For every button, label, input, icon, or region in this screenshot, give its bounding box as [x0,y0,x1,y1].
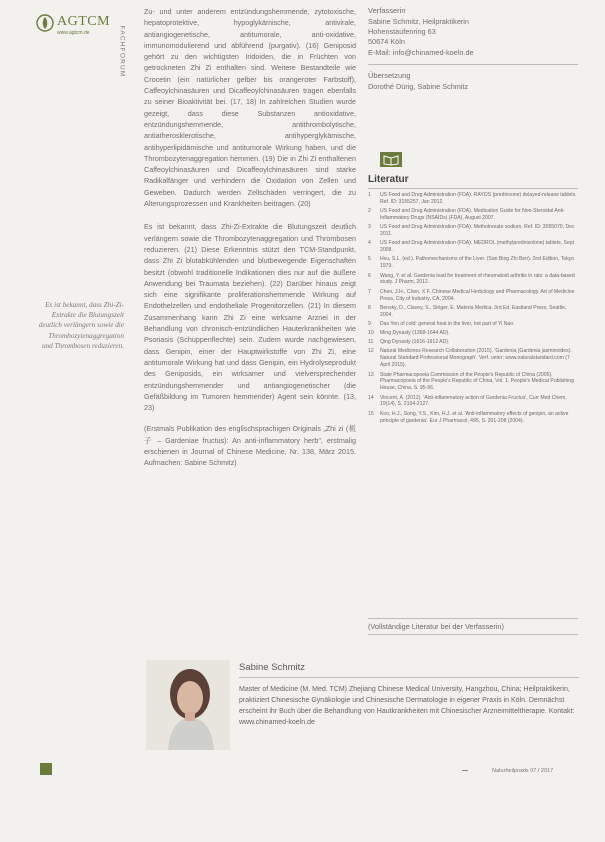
section-label-text: FACHFORUM [118,25,126,78]
author-photo [146,660,230,750]
logo-symbol-icon [36,14,54,32]
reference-item [368,411,578,425]
reference-text: Vincent, A. (2012). 'Anti-inflammatory action of Gardenia Fructus', Curr Med Chem, 19(14), S. 2104-2127. [380,394,567,408]
reference-text: Chen, J.H., Chen, X.F. Chinese Medical Herbology and Pharmacology. Art of Medicine Press, City of Industry, CA, 2004. [380,288,575,302]
reference-text: Qing Dynasty (1616-1912 AD). [380,339,450,346]
reference-text: Wang, Y. et al. Gardenia lead for treatment of rheumatoid arthritis in rats: a data-based study. J Pharm, 2012. [380,272,575,286]
reference-item [368,321,578,328]
reference-text: State Pharmacopoeia Commission of the People's Republic of China (2005). Pharmacopoeia of the People's Republic of China, Vol. 1. People's Medical Publishing House, China, S. 95-96. [380,371,574,392]
reference-number: 4 [368,240,371,247]
reference-item [368,395,578,409]
reference-number: 5 [368,256,371,263]
reference-text: Natural Medicines Research Collaboration (2015). 'Gardenia (Gardenia jasminoides). Natural Standard Professional Monograph'. Verf. unter: www.naturalstandard.com (7 April 2015). [380,348,572,369]
contact-line: Hohenstaufenring 63 [368,26,436,36]
article-note: (Erstmals Publikation des englischsprachigen Originals „Zhi zi (栀子 – Gardeniae fructus): An anti-inflammatory herb", erstmalig erschienen in Journal of Chinese Medicine, Nr. 138, März 2015. Aufmachen: Sabine Schmitz) [144,424,356,468]
translation-label: Übersetzung [368,71,411,81]
contact-line: Sabine Schmitz, Heilpraktikerin [368,16,469,26]
reference-text: Ming Dynasty (1368-1644 AD). [380,330,450,337]
author-label: Verfasserin [368,6,406,15]
author-name: Sabine Schmitz [239,662,306,673]
reference-item [368,208,578,222]
author-portrait-icon [146,660,230,750]
reference-number: 10 [368,330,374,337]
reference-text: US Food and Drug Administration (FDA). MEDROL (methylprednisolone) tablets, Sept 2008. [380,240,575,254]
pull-quote: Es ist bekannt, dass Zhi-Zi-Extrakte die Blutungszeit deutlich verlängern sowie die Thrombozytenaggregation und Thrombosen reduzieren. [38,301,124,350]
section-label [118,18,136,88]
reference-text: Koo, H.J., Song, Y.S., Kim, H.J. et al. 'Anti-inflammatory effects of genipin, an active principle of gardenia'. Eur J Pharmacol, 495, S. 201-208 (2004). [380,410,569,424]
reference-item [368,192,578,206]
reference-number: 1 [368,192,371,198]
reference-number: 6 [368,272,371,279]
footer-dash [462,770,468,771]
reference-number: 15 [368,410,374,417]
literature-badge-icon [380,152,402,167]
divider [368,64,578,65]
reference-item [368,224,578,238]
reference-text: US Food and Drug Administration (FDA). Methotrexate sodium. Ref. ID: 3055070, Dec 2011. [380,224,575,238]
divider [239,677,579,678]
reference-number: 12 [368,348,374,355]
reference-item [368,240,578,254]
reference-item [368,339,578,346]
article-paragraph: Es ist bekannt, dass Zhi-Zi-Extrakte die Blutungszeit deutlich verlängern sowie die Thrombozytenaggregation und Thrombosen reduzieren. (21) Diese Erkenntnis stützt den TCM-Standpunkt, dass Zhi Zi blutabkühlenden und blutbewegende Eigenschaften besitzt (obwohl traditionelle Indikationen dies nur auf die äußere Anwendung bei Traumata beziehen). (22) Darüber hinaus zeigt sich eine signifikante proliferationshemmende Wirkung auf Endothelzellen und endotheliale Progenitorzellen. (21) In diesem Zusammenhang kann Zhi Zi eine wirksame Arznei in der Behandlung von chronisch-entzündlichen Hauterkrankheiten wie Psoriasis (Schuppenflechte) sein. Zudem wurde nachgewiesen, dass Genipin, einer der Hauptwirkstoffe von Zhi Zi, eine antitumorale Wirkung hat und dass Genipin, ein Hydrolyseprodukt des Geniposids, ein wirksamer und vielversprechender entzündungshemmender und antiangiogenetischer (die Gefäßbildung im Tumoren hemmender) Agent sein könnte. (13, 23) [144,222,356,413]
contact-email[interactable]: E-Mail: info@chinamed-koeln.de [368,47,474,57]
reference-number: 2 [368,208,371,215]
reference-text: Hsu, S.L. (ed.). Pathomechanisms of the Liver. (San Bing Zhi Ben). 2nd Edition, Tokyo 1979. [380,256,575,270]
reference-item [368,348,578,369]
sidebar-column [368,6,578,631]
reference-text: US Food and Drug Administration (FDA). RAYOS (prednisone) delayed-release tablets. Ref. ID: 3155257, Jan 2012. [380,192,577,205]
author-bio: Master of Medicine (M. Med. TCM) Zhejiang Chinese Medical University, Hangzhou, China; Heilpraktikerin, praktiziert Chinesische Gynäkologie und Chinesische Dermatologie in eigener Praxis in Köln. Demnächst erscheint ihr Buch über die Behandlung von Hautkrankheiten mit Chinesischer Arzneimitteltherapie. Kontakt: www.chinamed-koeln.de [239,686,575,726]
reference-list [368,192,578,427]
reference-number: 3 [368,224,371,231]
reference-number: 13 [368,371,374,378]
reference-number: 11 [368,339,374,346]
logo-url: www.agtcm.de [57,30,90,36]
page-marker-icon [40,763,52,775]
reference-item [368,330,578,337]
reference-text: Bensky, D., Clavey, S., Stöger, E. Materia Medica. 3rd Ed. Eastland Press, Seattle, 2004. [380,304,567,318]
full-literature-note [368,618,578,635]
full-literature-text: (Vollständige Literatur bei der Verfasserin) [368,618,578,635]
translation-names: Dorothé Dürig, Sabine Schmitz [368,81,469,91]
article-paragraph: Zu- und unter anderem entzündungshemmende, zytotoxische, hepatoprotektive, hypoglykämische, antivirale, antiangiogenetische, antitumorale, anti-oxidative, immunomodulierend und abführend (purgativ). (16) Geniposid gehört zu den wichtigsten Iridoiden, die in Früchten von getrockneten Zhi Zi enthalten sind. Weitere Bestandteile wie Crocetin (ein natürlicher gelber bis orangeroter Farbstoff), Caffeoylchinasäuren und Dicaffeoylchinasäuren tragen ebenfalls zu seiner Bioaktivität bei. (17, 18) In zahlreichen Studien wurde gezeigt, dass diese Substanzen antioxidative, entzündungshemmende, antithrombolytische, antiatherosklerotische, antihyperglykämische, antihyperlipidämische und antitumorale Wirkung haben, und die Thrombozytenaggregation hemmen. (19) Die in Zhi Zi enthaltenen Caffeoylchinasäuren und Dicaffeoylchinasäuren sind starke Radikalfänger und verhindern die Oxidation von Zellen und Geweben. Dadurch werden Zellschäden verringert, die zu Alterungsprozessen und Krankheiten beitragen. (20) [144,7,356,209]
reference-number: 8 [368,304,371,311]
reference-item [368,289,578,303]
contact-line: 50674 Köln [368,37,405,47]
literature-title: Literatur [368,174,409,185]
reference-number: 14 [368,394,374,401]
reference-text: US Food and Drug Administration (FDA). Medication Guide for Non-Steroidal Anti-Inflammatory Drugs (NSAIDs) (FDA), August 2007. [380,208,565,222]
divider [368,188,578,189]
book-icon [380,152,402,167]
reference-item [368,305,578,319]
reference-item [368,273,578,287]
reference-text: Das Yen of cold: general heat in the liver, hot part of Yi Nao. [380,320,515,327]
reference-item [368,372,578,393]
footer-issue: Naturheilpraxis 07 / 2017 [492,768,554,774]
reference-item [368,256,578,270]
reference-number: 9 [368,320,371,327]
reference-number: 7 [368,288,371,295]
article-body [144,6,356,469]
author-contact [368,17,578,59]
logo-name: AGTCM [57,14,111,29]
